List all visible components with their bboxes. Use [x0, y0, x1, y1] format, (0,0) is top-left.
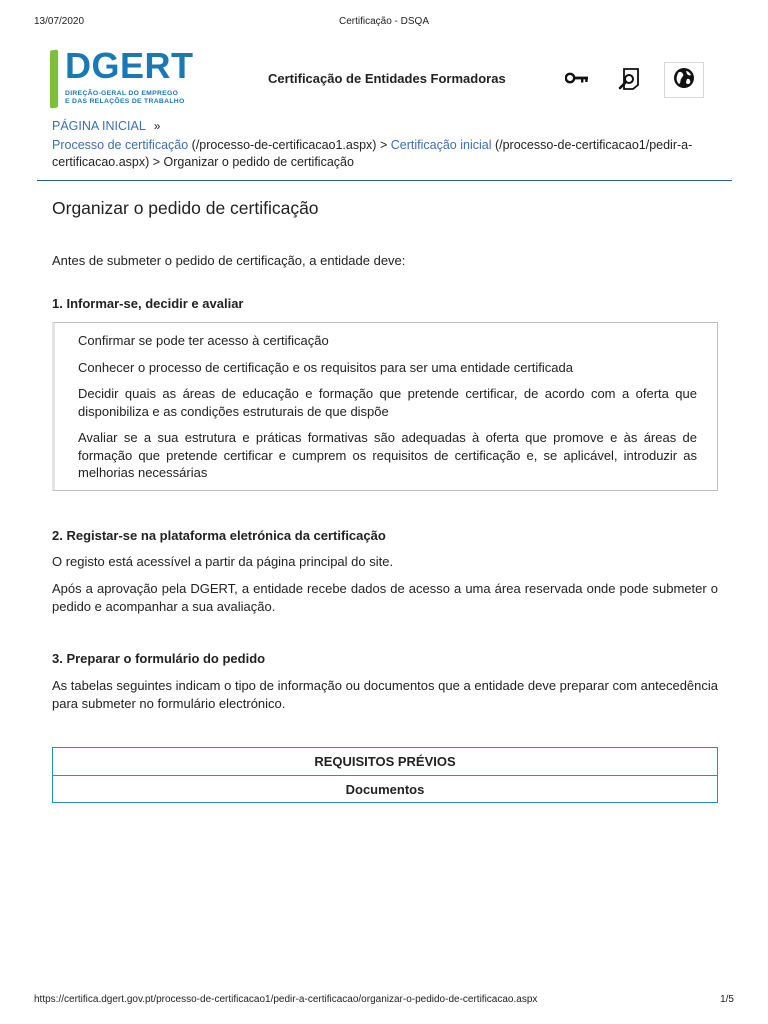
print-date: 13/07/2020 [34, 16, 85, 27]
breadcrumb-gt: > [379, 137, 388, 152]
language-button[interactable] [664, 62, 704, 98]
key-icon[interactable] [565, 70, 589, 86]
logo-subtitle-line2: E DAS RELAÇÕES DE TRABALHO [65, 98, 185, 105]
print-page-number: 1/5 [720, 994, 734, 1005]
breadcrumb-certificacao-inicial-link[interactable]: Certificação inicial [390, 137, 492, 152]
checklist-item: Confirmar se pode ter acesso à certificação [78, 333, 329, 348]
print-url: https://certifica.dgert.gov.pt/processo-de-certificacao1/pedir-a-certificacao/organizar-o-pedido-de-certificacao.aspx [34, 994, 538, 1005]
section-3-paragraph: As tabelas seguintes indicam o tipo de informação ou documentos que a entidade deve preparar com antecedência para submeter no formulário electrónico. [52, 678, 718, 711]
requirements-table [52, 747, 718, 803]
dgert-logo[interactable] [50, 46, 200, 110]
breadcrumb-separator: » [153, 119, 161, 133]
breadcrumb-home-link[interactable]: PÁGINA INICIAL [52, 119, 146, 133]
breadcrumb [52, 118, 732, 172]
print-header [0, 16, 768, 30]
header-divider [37, 180, 732, 181]
logo-subtitle-line1: DIREÇÃO-GERAL DO EMPREGO [65, 90, 179, 97]
site-title: Certificação de Entidades Formadoras [268, 71, 506, 86]
section-1-checklist [52, 322, 718, 491]
checklist-item: Decidir quais as áreas de educação e formação que pretende certificar, de acordo com a oferta que disponibiliza e as condições estruturais de que dispõe [78, 386, 697, 419]
breadcrumb-processo-path: (/processo-de-certificacao1.aspx) [191, 137, 377, 152]
logo-subtitle [65, 90, 185, 106]
breadcrumb-current: Organizar o pedido de certificação [163, 155, 354, 169]
section-3-heading: 3. Preparar o formulário do pedido [52, 651, 266, 666]
section-2-heading: 2. Registar-se na plataforma eletrónica da certificação [52, 528, 386, 543]
section-2-paragraph-2: Após a aprovação pela DGERT, a entidade recebe dados de acesso a uma área reservada onde pode submeter o pedido e acompanhar a sua avaliação. [52, 581, 718, 614]
globe-icon [673, 67, 695, 94]
checklist-item: Conhecer o processo de certificação e os requisitos para ser uma entidade certificada [78, 359, 573, 375]
section-2-paragraph-1: O registo está acessível a partir da página principal do site. [52, 554, 394, 569]
checklist-item: Avaliar se a sua estrutura e práticas formativas são adequadas à oferta que promove e às áreas de formação que pretende certificar e cumprem os requisitos de certificação e, se aplicável, introduzir as melhorias necessárias [78, 430, 697, 480]
table-subheader: Documentos [53, 775, 717, 802]
page-title: Organizar o pedido de certificação [52, 198, 319, 218]
print-footer [0, 994, 768, 1008]
table-header: REQUISITOS PRÉVIOS [314, 754, 456, 769]
breadcrumb-gt: > [152, 155, 161, 169]
search-document-icon[interactable] [618, 67, 642, 91]
section-1-heading: 1. Informar-se, decidir e avaliar [52, 296, 244, 311]
intro-text: Antes de submeter o pedido de certificação, a entidade deve: [52, 253, 406, 268]
logo-accent-bar [50, 49, 58, 108]
breadcrumb-processo-link[interactable]: Processo de certificação [52, 137, 189, 152]
print-title: Certificação - DSQA [338, 16, 430, 27]
logo-brand: DGERT [65, 45, 194, 86]
breadcrumb-certificacao-inicial-path: (/processo-de-certificacao1/pedir-a-certificacao.aspx) [52, 137, 693, 169]
